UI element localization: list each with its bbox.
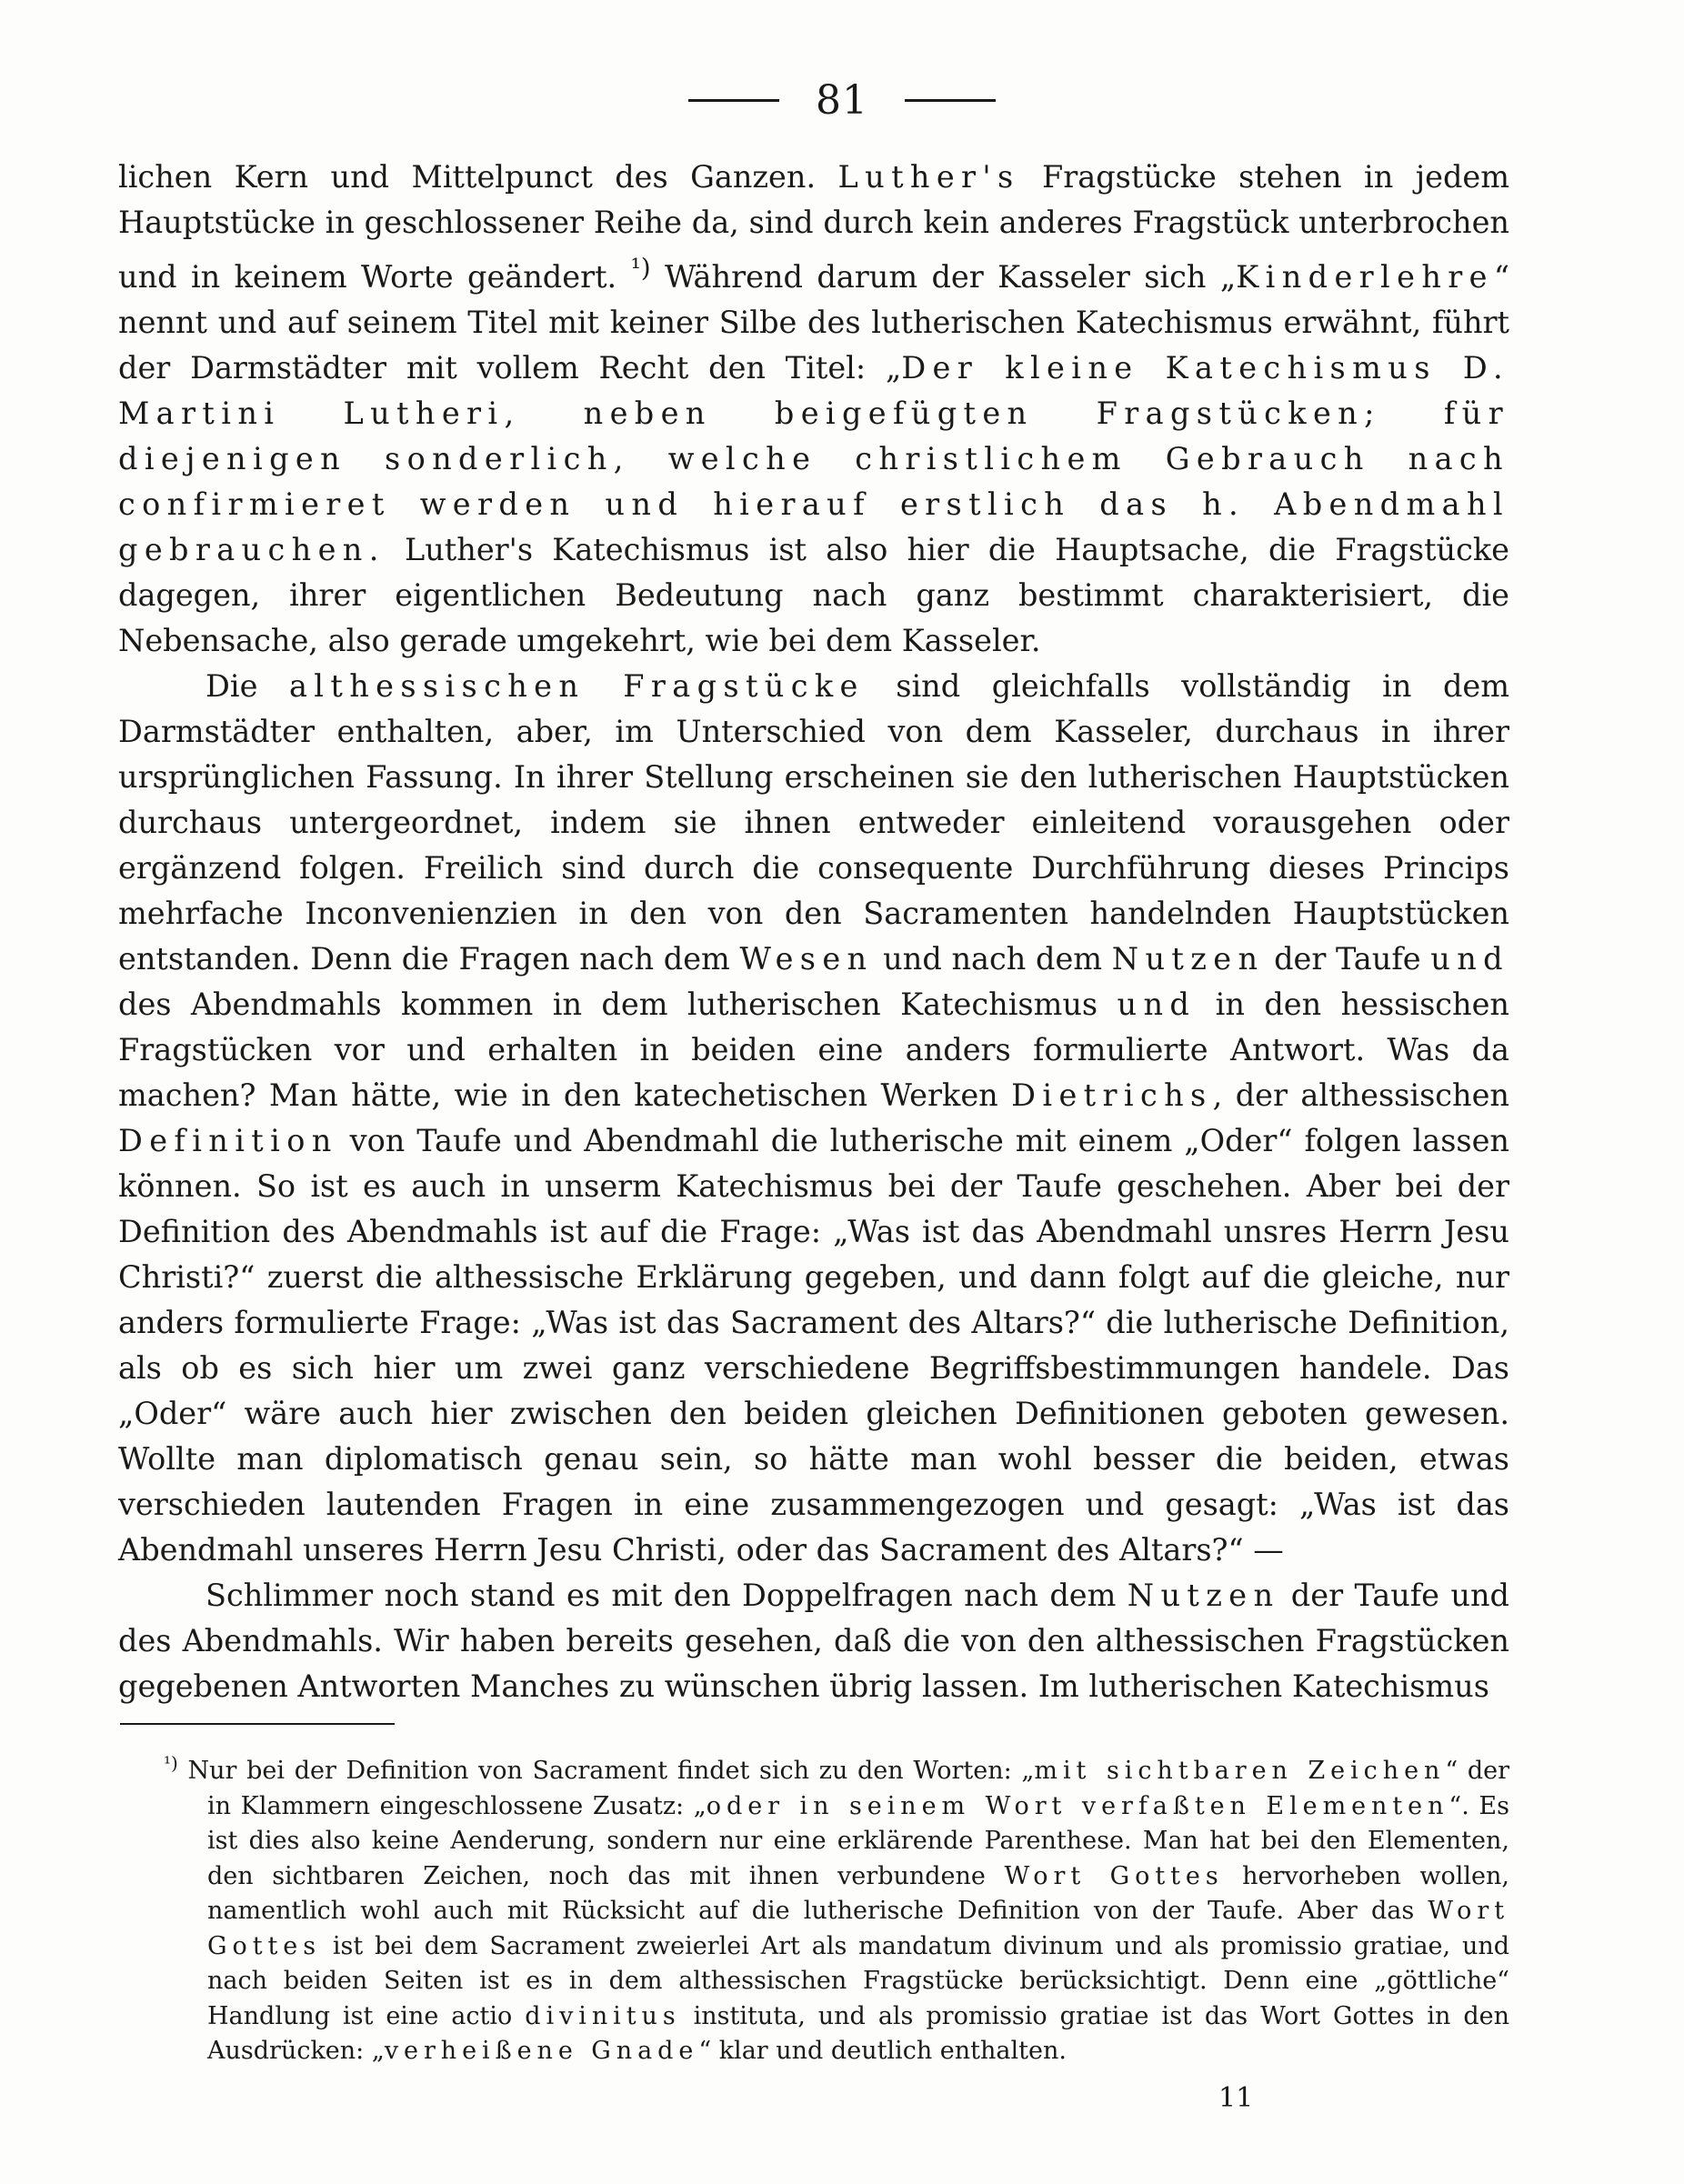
spaced-name: Luther's [837,159,1020,195]
footnote-separator [120,1723,395,1725]
spaced-term: althessischen Fragstücke [288,668,865,705]
page-header [0,73,1684,127]
spaced-name: Dietrichs [1011,1077,1213,1114]
header-rule-right [905,99,996,102]
spaced-term: Kinderlehre [1236,259,1494,296]
spaced-term: und [1430,941,1509,977]
footnote-1: $^{^1)}$ Nur bei der Definition von Sacrament findet sich zu den Worten: „mit sichtbaren Zeichen“ der in Klammern eingeschlossene Zusatz: „oder in seinem Wort verfaßten Elementen“. Es ist dies also keine Aenderung, sondern nur eine erklärende Parenthese. Man hat bei den Elementen, den sichtbaren Zeichen, noch das mit ihnen verbundene Wort Gottes hervorheben wollen, namentlich wohl auch mit Rücksicht auf die lutherische Definition von der Taufe. Aber das Wort Gottes ist bei dem Sacrament zweierlei Art als mandatum divinum und als promissio gratiae, und nach beiden Seiten ist es in dem althessischen Fragstücke berücksichtigt. Denn eine „göttliche“ Handlung ist eine actio divinitus instituta, und als promissio gratiae ist das Wort Gottes in den Ausdrücken: „verheißene Gnade“ klar und deutlich enthalten. [164,1752,1510,2065]
footnote-marker: ¹) [164,1752,178,1774]
footnote [164,1746,1509,2069]
spaced-term: Definition [118,1123,338,1159]
signature-mark: 11 [1218,2082,1254,2114]
spaced-term: und [1117,987,1197,1023]
spaced-term: Wesen [739,941,874,977]
main-text [118,155,1509,1709]
paragraph-1: lichen Kern und Mittelpunct des Ganzen. Luther's Fragstücke stehen in jedem Hauptstücke in geschlossener Reihe da, sind durch kein anderes Fragstück unterbrochen und in keinem Worte geändert. $^{^1)}$ Während darum der Kasseler sich „Kinderlehre“ nennt und auf seinem Titel mit keiner Silbe des lutherischen Katechismus erwähnt, führt der Darmstädter mit vollem Recht den Titel: „Der kleine Katechismus D. Martini Lutheri, neben beigefügten Fragstücken; für diejenigen sonderlich, welche christlichem Gebrauch nach confirmieret werden und hierauf erstlich das h. Abendmahl gebrauchen. Luther's Katechismus ist also hier die Hauptsache, die Fragstücke dagegen, ihrer eigentlichen Bedeutung nach ganz bestimmt charakterisiert, die Nebensache, also gerade umgekehrt, wie bei dem Kasseler. [118,159,1509,659]
spaced-title: Der kleine Katechismus D. Martini Lutheri, neben beigefügten Fragstücken; für diejenigen sonderlich, welche christlichem Gebrauch nach confirmieret werden und hierauf erstlich das h. Abendmahl gebrauchen. [118,350,1509,568]
paragraph-2: Die althessischen Fragstücke sind gleichfalls vollständig in dem Darmstädter enthalten, aber, im Unterschied von dem Kasseler, durchaus in ihrer ursprünglichen Fassung. In ihrer Stellung erscheinen sie den lutherischen Hauptstücken durchaus untergeordnet, indem sie ihnen entweder einleitend vorausgehen oder ergänzend folgen. Freilich sind durch die consequente Durchführung dieses Princips mehrfache Inconvenienzien in den von den Sacramenten handelnden Hauptstücken entstanden. Denn die Fragen nach dem Wesen und nach dem Nutzen der Taufe und des Abendmahls kommen in dem lutherischen Katechismus und in den hessischen Fragstücken vor und erhalten in beiden eine anders formulierte Antwort. Was da machen? Man hätte, wie in den katechetischen Werken Dietrichs, der althessischen Definition von Taufe und Abendmahl die lutherische mit einem „Oder“ folgen lassen können. So ist es auch in unserm Katechismus bei der Taufe geschehen. Aber bei der Definition des Abendmahls ist auf die Frage: „Was ist das Abendmahl unsres Herrn Jesu Christi?“ zuerst die althessische Erklärung gegeben, und dann folgt auf die gleiche, nur anders formulierte Frage: „Was ist das Sacrament des Altars?“ die lutherische Definition, als ob es sich hier um zwei ganz verschiedene Begriffsbestimmungen handele. Das „Oder“ wäre auch hier zwischen den beiden gleichen Definitionen geboten gewesen. Wollte man diplomatisch genau sein, so hätte man wohl besser die beiden, etwas verschieden lautenden Fragen in eine zusammengezogen und gesagt: „Was ist das Abendmahl unseres Herrn Jesu Christi, oder das Sacrament des Altars?“ — [118,668,1509,1568]
spaced-term: Nutzen [1111,941,1265,977]
page-number: 81 [816,76,868,124]
header-rule-left [688,99,779,102]
paragraph-3: Schlimmer noch stand es mit den Doppelfragen nach dem Nutzen der Taufe und des Abendmahls. Wir haben bereits gesehen, daß die von den althessischen Fragstücken gegebenen Antworten Manches zu wünschen übrig lassen. Im lutherischen Katechismus [118,1578,1509,1705]
spaced-term: Nutzen [1127,1578,1280,1614]
footnote-reference: ¹) [630,253,651,283]
